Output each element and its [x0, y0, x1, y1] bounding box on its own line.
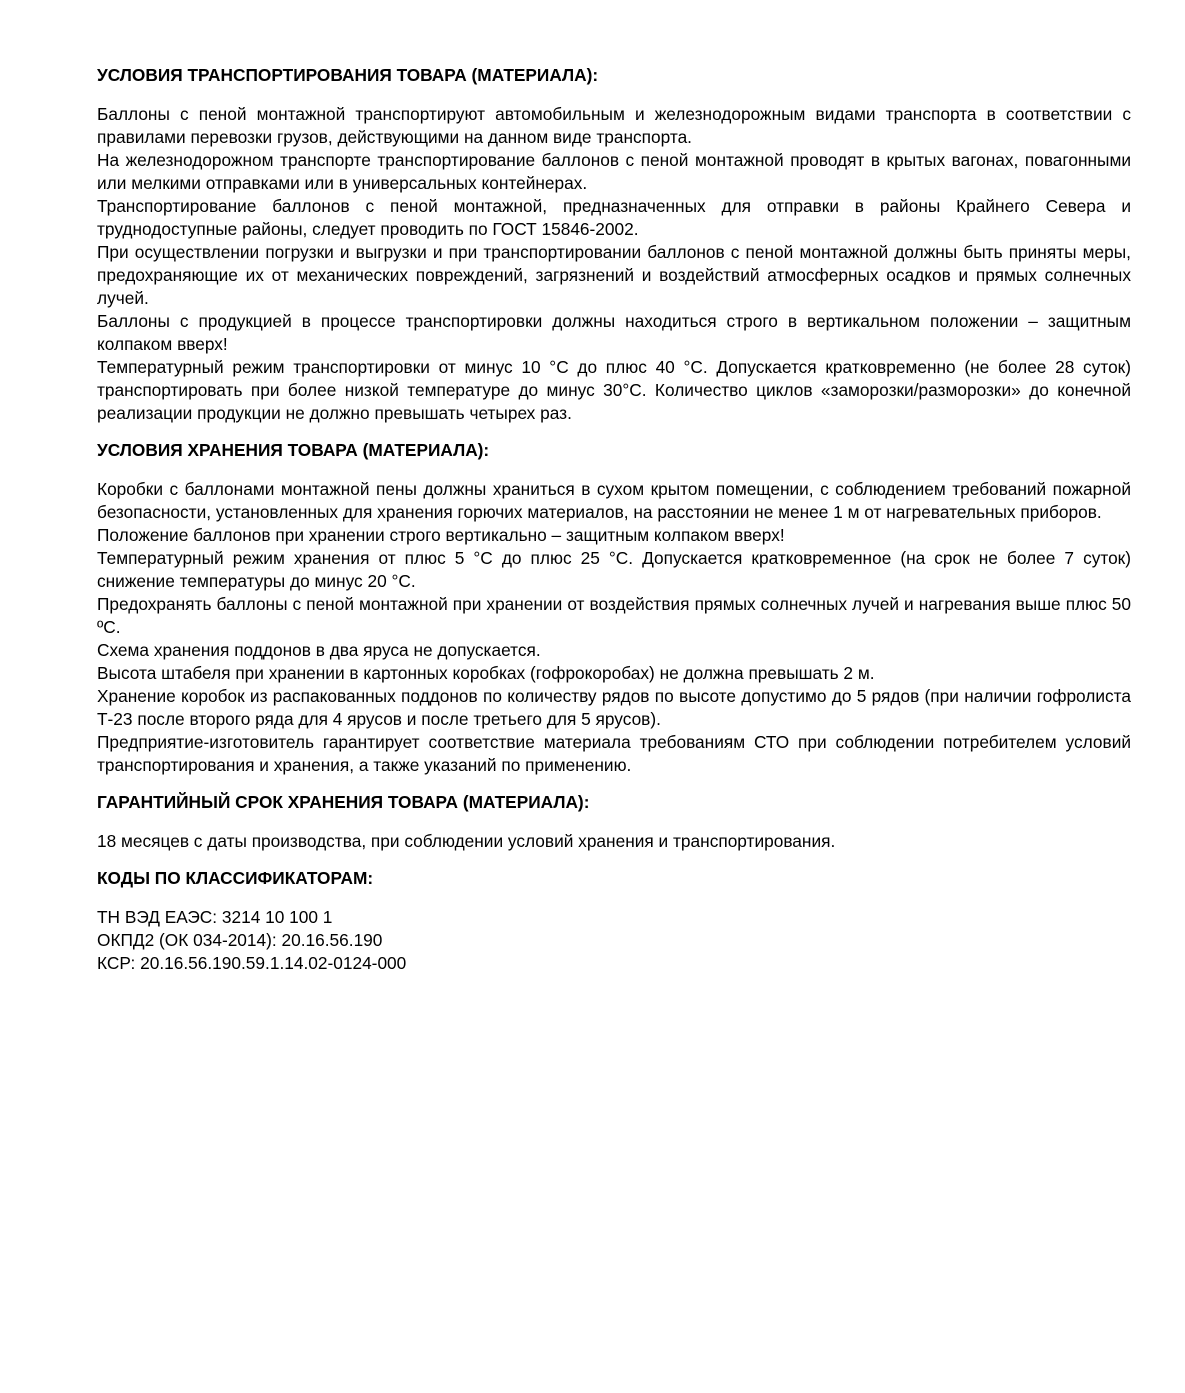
- code-line: ОКПД2 (ОК 034-2014): 20.16.56.190: [97, 930, 383, 950]
- storage-paragraph: Положение баллонов при хранении строго вертикально – защитным колпаком вверх!: [97, 525, 785, 545]
- heading-warranty: ГАРАНТИЙНЫЙ СРОК ХРАНЕНИЯ ТОВАРА (МАТЕРИАЛА):: [97, 792, 590, 812]
- transport-paragraph: Баллоны с пеной монтажной транспортируют автомобильным и железнодорожным видами транспорта в соответствии с правилами перевозки грузов, действующими на данном виде транспорта.: [97, 104, 1131, 147]
- storage-paragraph: Хранение коробок из распакованных поддонов по количеству рядов по высоте допустимо до 5 рядов (при наличии гофролиста Т-23 после второго ряда для 4 ярусов и после третьего для 5 ярусов).: [97, 686, 1131, 729]
- transport-paragraph: Температурный режим транспортировки от минус 10 °С до плюс 40 °С. Допускается кратковременно (не более 28 суток) транспортировать при более низкой температуре до минус 30°С. Количество циклов «заморозки/разморозки» до конечной реализации продукции не должно превышать четырех раз.: [97, 357, 1131, 423]
- heading-codes: КОДЫ ПО КЛАССИФИКАТОРАМ:: [97, 868, 374, 888]
- code-line: ТН ВЭД ЕАЭС: 3214 10 100 1: [97, 907, 333, 927]
- heading-storage: УСЛОВИЯ ХРАНЕНИЯ ТОВАРА (МАТЕРИАЛА):: [97, 440, 490, 460]
- transport-paragraph: При осуществлении погрузки и выгрузки и при транспортировании баллонов с пеной монтажной должны быть приняты меры, предохраняющие их от механических повреждений, загрязнений и воздействий атмосферных осадков и прямых солнечных лучей.: [97, 242, 1131, 308]
- storage-paragraph: Температурный режим хранения от плюс 5 °С до плюс 25 °С. Допускается кратковременное (на срок не более 7 суток) снижение температуры до минус 20 °С.: [97, 548, 1131, 591]
- document-page: [97, 64, 1131, 989]
- transport-paragraph: Баллоны с продукцией в процессе транспортировки должны находиться строго в вертикальном положении – защитным колпаком вверх!: [97, 311, 1131, 354]
- storage-paragraph: Предприятие-изготовитель гарантирует соответствие материала требованиям СТО при соблюдении потребителем условий транспортирования и хранения, а также указаний по применению.: [97, 732, 1131, 775]
- section-warranty: [97, 791, 1131, 853]
- storage-paragraph: Высота штабеля при хранении в картонных коробках (гофрокоробах) не должна превышать 2 м.: [97, 663, 875, 683]
- storage-paragraph: Предохранять баллоны с пеной монтажной при хранении от воздействия прямых солнечных лучей и нагревания выше плюс 50 ºС.: [97, 594, 1131, 637]
- section-transport: [97, 64, 1131, 425]
- section-codes: [97, 867, 1131, 975]
- code-line: КСР: 20.16.56.190.59.1.14.02-0124-000: [97, 953, 407, 973]
- transport-paragraph: Транспортирование баллонов с пеной монтажной, предназначенных для отправки в районы Крайнего Севера и труднодоступные районы, следует проводить по ГОСТ 15846-2002.: [97, 196, 1131, 239]
- storage-paragraph: Схема хранения поддонов в два яруса не допускается.: [97, 640, 541, 660]
- section-storage: [97, 439, 1131, 777]
- transport-paragraph: На железнодорожном транспорте транспортирование баллонов с пеной монтажной проводят в крытых вагонах, повагонными или мелкими отправками или в универсальных контейнерах.: [97, 150, 1131, 193]
- heading-transport: УСЛОВИЯ ТРАНСПОРТИРОВАНИЯ ТОВАРА (МАТЕРИАЛА):: [97, 65, 599, 85]
- storage-paragraph: Коробки с баллонами монтажной пены должны храниться в сухом крытом помещении, с соблюдением требований пожарной безопасности, установленных для хранения горючих материалов, на расстоянии не менее 1 м от нагревательных приборов.: [97, 479, 1131, 522]
- warranty-paragraph: 18 месяцев с даты производства, при соблюдении условий хранения и транспортирования.: [97, 831, 836, 851]
